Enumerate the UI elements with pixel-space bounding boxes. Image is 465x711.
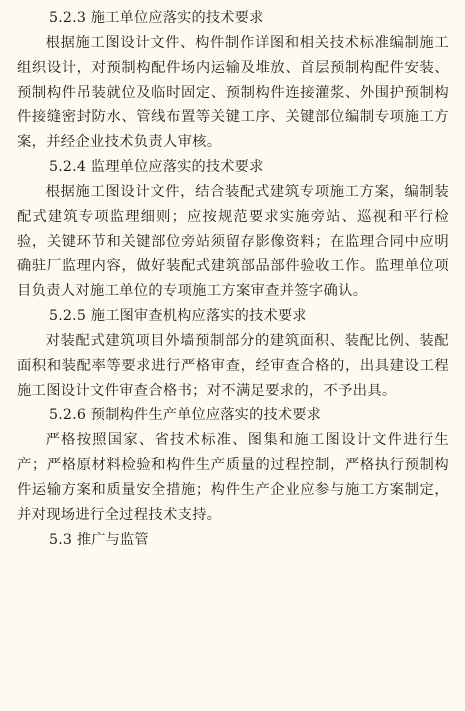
section-heading-5-2-3: 5.2.3 施工单位应落实的技术要求: [49, 10, 264, 26]
section-heading-5-2-6: 5.2.6 预制构件生产单位应落实的技术要求: [49, 407, 322, 424]
section-heading-5-3: 5.3 推广与监管: [49, 531, 149, 548]
section-body-5-2-6: 严格按照国家、省技术标准、图集和施工图设计文件进行生产；严格原材料检验和构件生产质量的过程控制，严格执行预制构件运输方案和质量安全措施；构件生产企业应参与施工方案制定，并对现场进行全过程技术支持。: [17, 432, 449, 523]
section-body-5-2-3: 根据施工图设计文件、构件制作详图和相关技术标准编制施工组织设计，对预制构配件场内运输及堆放、首层预制构配件安装、预制构件吊装就位及临时固定、预制构件连接灌浆、外围护预制构件接缝密封防水、管线布置等关键工序、关键部位编制专项施工方案，并经企业技术负责人审核。: [17, 35, 449, 151]
section-heading-5-2-5: 5.2.5 施工图审查机构应落实的技术要求: [49, 307, 307, 324]
section-body-5-2-4: 根据施工图设计文件，结合装配式建筑专项施工方案，编制装配式建筑专项监理细则；应按规范要求实施旁站、巡视和平行检验，关键环节和关键部位旁站须留存影像资料；在监理合同中应明确驻厂监理内容，做好装配式建筑部品部件验收工作。监理单位项目负责人对施工单位的专项施工方案审查并签字确认。: [17, 183, 449, 300]
section-heading-5-2-4: 5.2.4 监理单位应落实的技术要求: [49, 158, 264, 175]
section-body-5-2-5: 对装配式建筑项目外墙预制部分的建筑面积、装配比例、装配面积和装配率等要求进行严格审查，经审查合格的，出具建设工程施工图设计文件审查合格书；对不满足要求的，不予出具。: [17, 332, 449, 399]
